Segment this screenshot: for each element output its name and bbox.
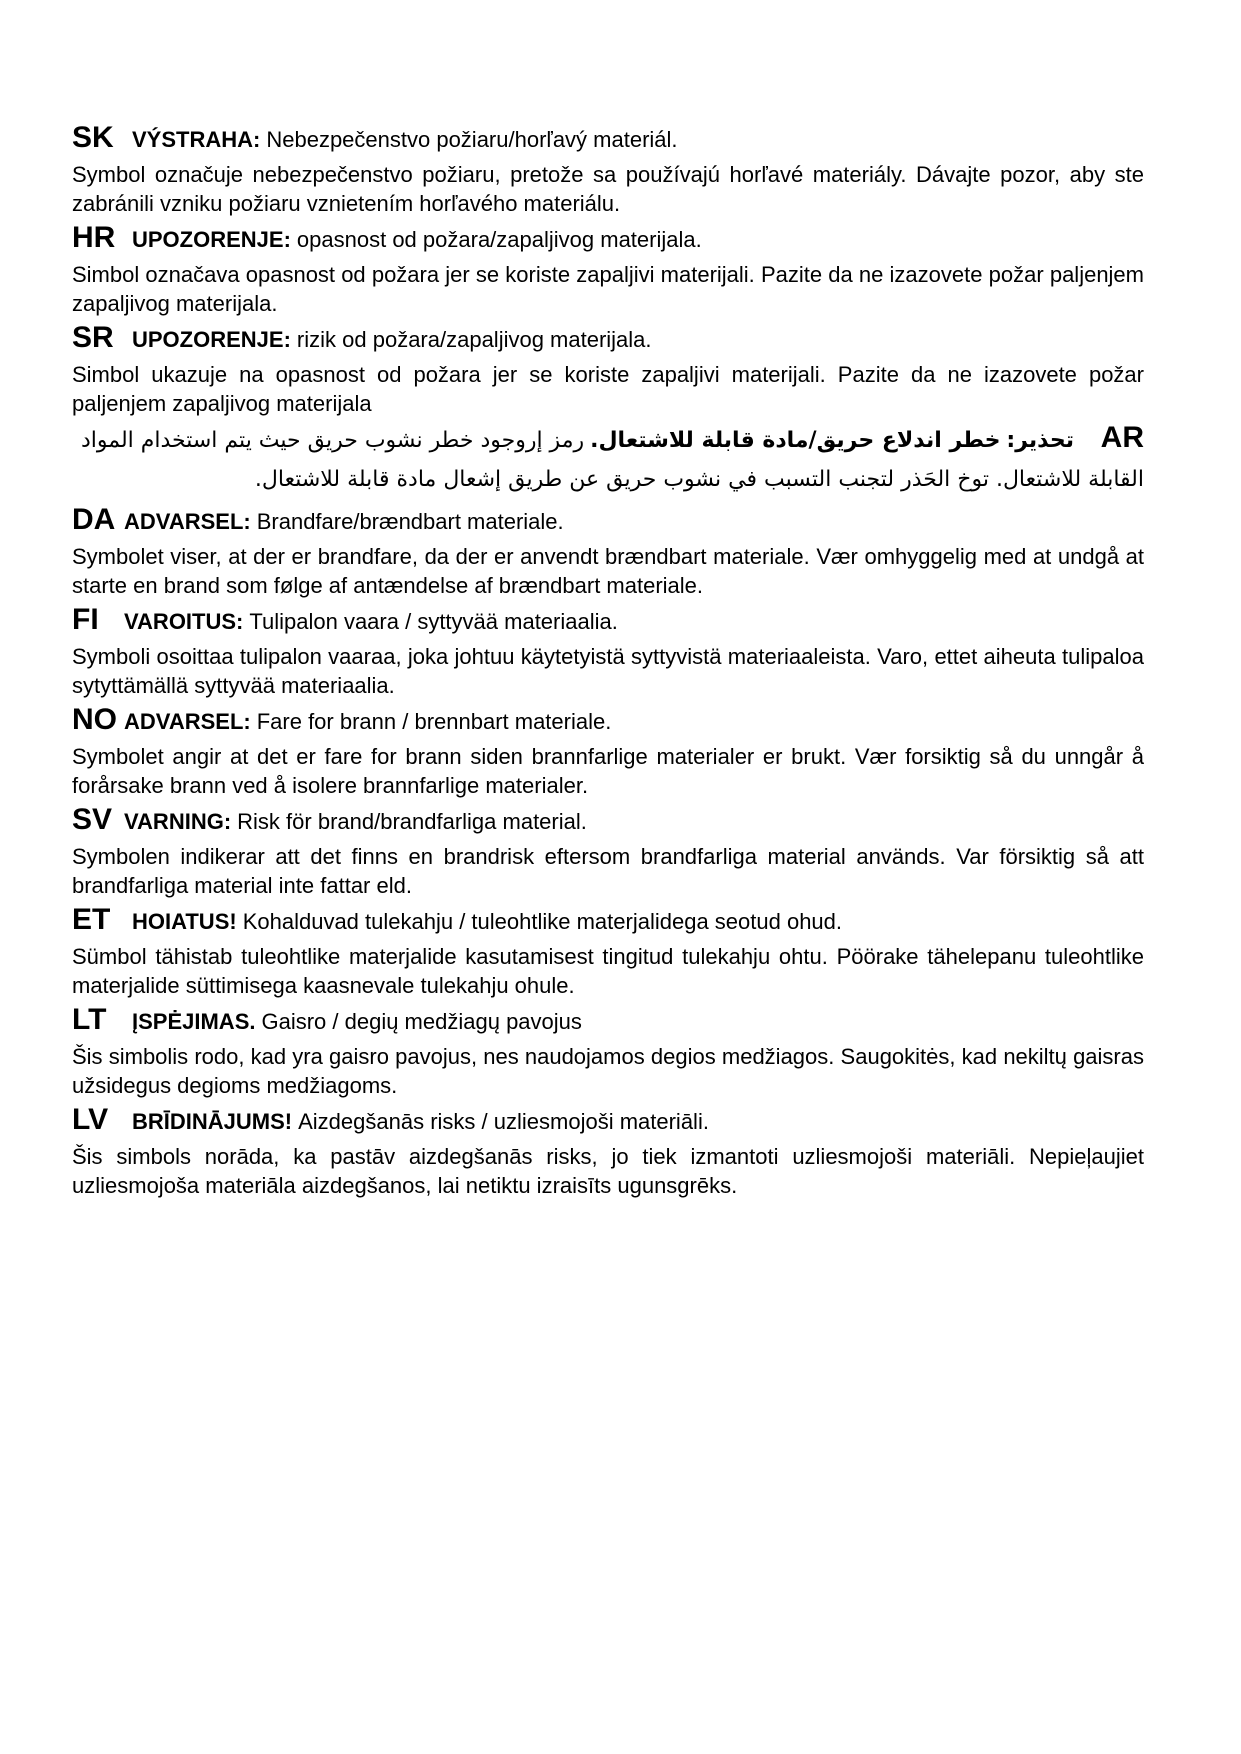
section-sv [72, 800, 1144, 900]
warning-keyword: UPOZORENJE: [132, 327, 291, 352]
warning-keyword: VÝSTRAHA: [132, 127, 261, 152]
section-heading [72, 418, 1144, 460]
section-da [72, 500, 1144, 600]
section-heading [72, 700, 1144, 740]
section-heading [72, 800, 1144, 840]
warning-title: Aizdegšanās risks / uzliesmojoši materiāli. [298, 1109, 709, 1134]
warning-body: Simbol ukazuje na opasnost od požara jer se koriste zapaljivi materijali. Pazite da ne izazovete požar paljenjem zapaljivog materijala [72, 362, 1144, 416]
warning-title: rizik od požara/zapaljivog materijala. [296, 327, 652, 352]
section-lv [72, 1100, 1144, 1200]
section-hr [72, 218, 1144, 318]
warning-body: Šis simbolis rodo, kad yra gaisro pavojus, nes naudojamos degios medžiagos. Saugokitės, kad nekiltų gaisras užsidegus degioms medžiagoms. [72, 1044, 1144, 1098]
warning-title: Gaisro / degių medžiagų pavojus [261, 1009, 582, 1034]
language-code: NO [72, 703, 117, 736]
language-code: SV [72, 803, 113, 836]
warning-body: Simbol označava opasnost od požara jer se koriste zapaljivi materijali. Pazite da ne izazovete požar paljenjem zapaljivog materijala. [72, 262, 1144, 316]
language-code: DA [72, 503, 116, 536]
warning-keyword: UPOZORENJE: [132, 227, 291, 252]
section-sk [72, 118, 1144, 218]
warning-title: Tulipalon vaara / syttyvää materiaalia. [249, 609, 618, 634]
warning-title: Risk för brand/brandfarliga material. [237, 809, 587, 834]
language-code: ET [72, 903, 111, 936]
section-lt [72, 1000, 1144, 1100]
warning-keyword: VAROITUS: [124, 609, 244, 634]
warning-body: Symbolet angir at det er fare for brann siden brannfarlige materialer er brukt. Vær forsiktig så du unngår å forårsake brann ved å isolere brannfarlige materialer. [72, 744, 1144, 798]
section-fi [72, 600, 1144, 700]
warning-body: Symbol označuje nebezpečenstvo požiaru, pretože sa používajú horľavé materiály. Dávajte pozor, aby ste zabránili vzniku požiaru vznietením horľavého materiálu. [72, 162, 1144, 216]
warning-body: Symbolet viser, at der er brandfare, da der er anvendt brændbart materiale. Vær omhyggelig med at undgå at starte en brand som følge af antændelse af brændbart materiale. [72, 544, 1144, 598]
warning-title: Nebezpečenstvo požiaru/horľavý materiál. [266, 127, 678, 152]
section-sr [72, 318, 1144, 418]
language-code: LT [72, 1003, 107, 1036]
language-code: FI [72, 603, 99, 636]
warning-title: Brandfare/brændbart materiale. [256, 509, 564, 534]
warning-keyword: HOIATUS! [132, 909, 237, 934]
warning-title: opasnost od požara/zapaljivog materijala. [296, 227, 702, 252]
language-code: AR [1100, 421, 1144, 454]
language-code: HR [72, 221, 116, 254]
warning-title: Fare for brann / brennbart materiale. [256, 709, 612, 734]
warning-keyword: ADVARSEL: [124, 709, 251, 734]
warning-keyword: ĮSPĖJIMAS. [132, 1009, 256, 1034]
warning-title: خطر اندلاع حريق/مادة قابلة للاشتعال. [590, 428, 1001, 453]
section-no [72, 700, 1144, 800]
section-heading [72, 900, 1144, 940]
language-code: LV [72, 1103, 109, 1136]
section-heading [72, 1100, 1144, 1140]
section-heading [72, 318, 1144, 358]
warning-body-line-1: رمز إروجود خطر نشوب حريق حيث يتم استخدام المواد [80, 428, 585, 453]
warning-body: Symbolen indikerar att det finns en brandrisk eftersom brandfarliga material används. Var försiktig så att brandfarliga material inte fattar eld. [72, 844, 1144, 898]
warning-body: Sümbol tähistab tuleohtlike materjalide kasutamisest tingitud tulekahju ohtu. Pöörake tähelepanu tuleohtlike materjalide süttimisega kaasnevale tulekahju ohule. [72, 944, 1144, 998]
warning-keyword: تحذير: [1006, 428, 1074, 453]
warning-title: Kohalduvad tulekahju / tuleohtlike materjalidega seotud ohud. [242, 909, 843, 934]
section-et [72, 900, 1144, 1000]
language-code: SR [72, 321, 114, 354]
warning-keyword: BRĪDINĀJUMS! [132, 1109, 293, 1134]
section-heading [72, 500, 1144, 540]
warning-keyword: VARNING: [124, 809, 232, 834]
warning-body: Šis simbols norāda, ka pastāv aizdegšanās risks, jo tiek izmantoti uzliesmojoši materiāli. Nepieļaujiet uzliesmojoša materiāla aizdegšanos, lai netiktu izraisīts ugunsgrēks. [72, 1144, 1144, 1198]
section-heading [72, 1000, 1144, 1040]
document-page [72, 118, 1144, 1200]
warning-body-line-2: القابلة للاشتعال. توخ الحَذر لتجنب التسبب في نشوب حريق عن طريق إشعال مادة قابلة للاشتعال. [254, 467, 1144, 492]
section-ar [72, 418, 1144, 500]
warning-keyword: ADVARSEL: [124, 509, 251, 534]
section-heading [72, 118, 1144, 158]
section-heading [72, 218, 1144, 258]
section-heading [72, 600, 1144, 640]
language-code: SK [72, 121, 114, 154]
warning-body: Symboli osoittaa tulipalon vaaraa, joka johtuu käytetyistä syttyvistä materiaaleista. Varo, ettet aiheuta tulipaloa sytyttämällä syttyvää materiaalia. [72, 644, 1144, 698]
